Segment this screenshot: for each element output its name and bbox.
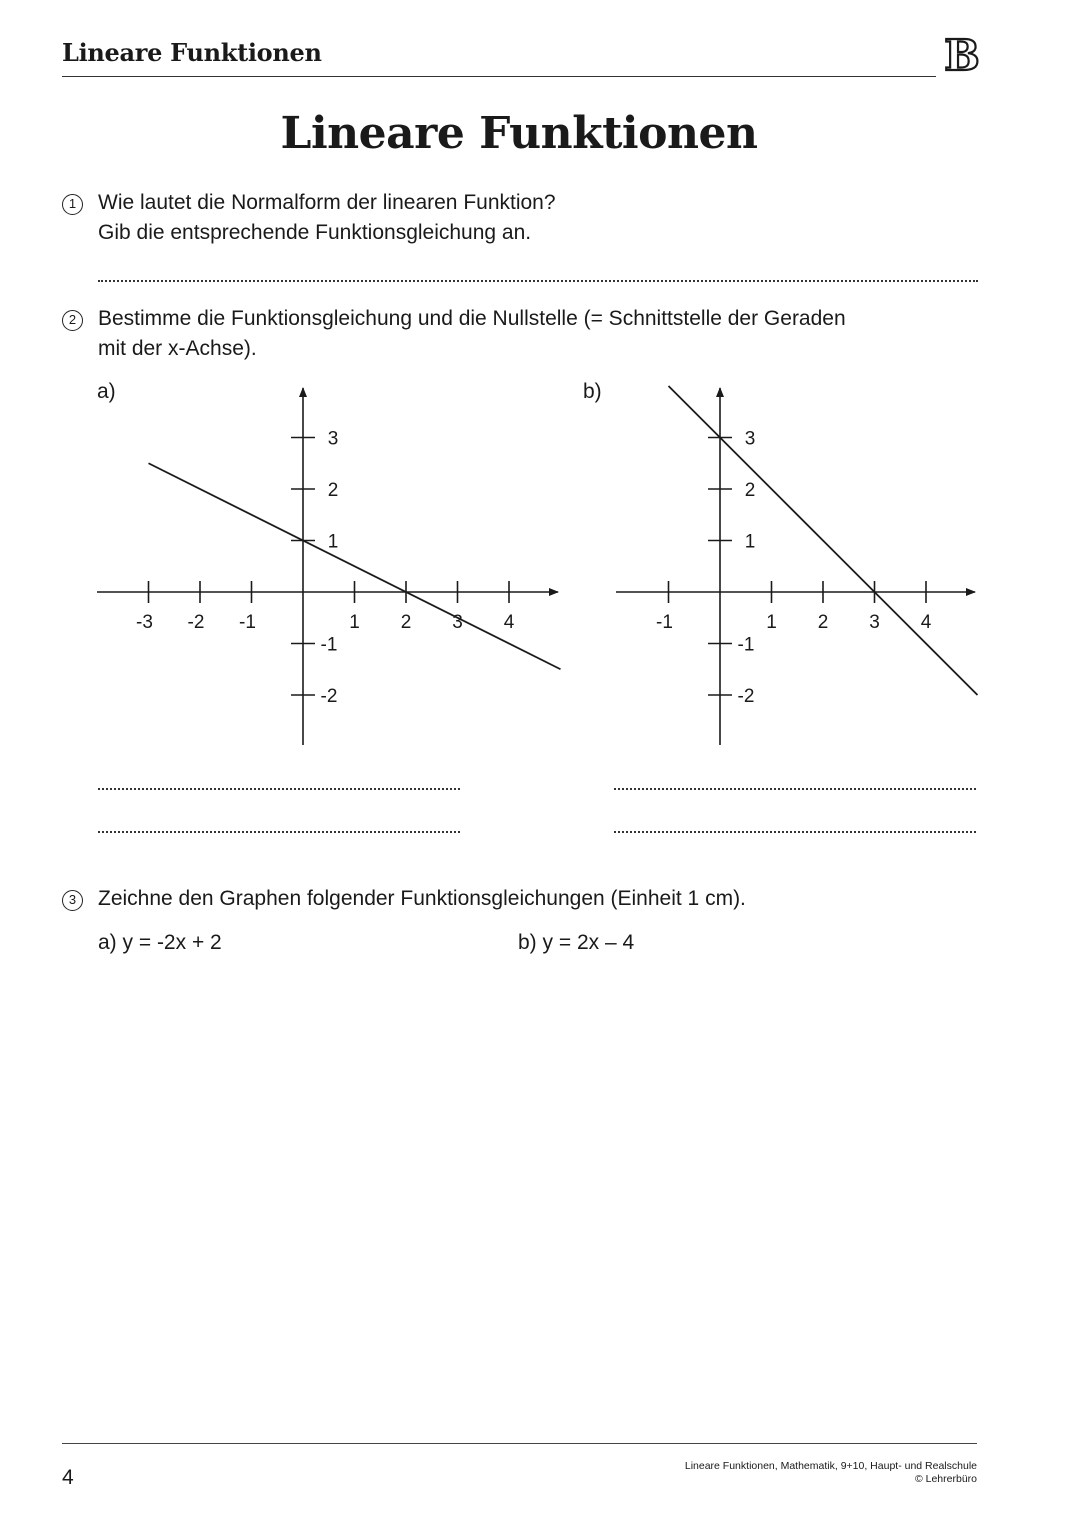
x-tick-label: -2 — [187, 612, 205, 633]
header-title: Lineare Funktionen — [62, 38, 322, 67]
task-number-1: 1 — [62, 194, 83, 215]
function-line — [149, 463, 561, 669]
y-tick-label: 2 — [327, 480, 339, 501]
y-tick-label: -1 — [737, 634, 755, 656]
x-tick-label: 4 — [920, 612, 932, 633]
task-2-line-2: mit der x-Achse). — [98, 337, 257, 360]
y-tick-label: -2 — [737, 686, 755, 707]
y-tick-label: -1 — [320, 634, 338, 656]
x-tick-label: 3 — [869, 612, 880, 633]
footer-rule — [62, 1443, 977, 1444]
answer-a-line-2[interactable] — [98, 831, 460, 833]
task-number-2: 2 — [62, 310, 83, 331]
x-tick-label: -3 — [136, 612, 153, 633]
graph-b — [616, 386, 978, 745]
x-tick-label: -1 — [239, 612, 256, 633]
footer-line-1: Lineare Funktionen, Mathematik, 9+10, Haupt- und Realschule — [684, 1460, 977, 1472]
x-tick-label: 3 — [452, 612, 463, 633]
x-tick-label: 4 — [503, 612, 515, 633]
y-tick-label: 3 — [327, 428, 339, 450]
y-tick-label: 2 — [744, 480, 756, 501]
y-tick-label: 1 — [327, 531, 339, 553]
x-tick-label: 2 — [817, 612, 829, 633]
x-tick-label: -1 — [656, 612, 673, 633]
footer-credits — [685, 1460, 977, 1486]
y-tick-label: 1 — [744, 531, 756, 553]
x-tick-label: 1 — [349, 612, 360, 633]
x-tick-label: 1 — [766, 612, 777, 633]
answer-b-line-1[interactable] — [614, 788, 976, 790]
svg-text:B: B — [944, 32, 980, 78]
page-number: 4 — [62, 1466, 74, 1489]
footer-line-2: © Lehrerbüro — [914, 1473, 977, 1485]
answer-a-line-1[interactable] — [98, 788, 460, 790]
task-3-part-a: a) y = -2x + 2 — [98, 931, 222, 954]
task-1-line-2: Gib die entsprechende Funktionsgleichung an. — [98, 221, 532, 244]
page-title: Lineare Funktionen — [280, 108, 758, 159]
part-b-label: b) — [583, 380, 602, 403]
task-3-text: Zeichne den Graphen folgender Funktionsgleichungen (Einheit 1 cm). — [98, 887, 746, 910]
task-number-3: 3 — [62, 890, 83, 911]
graph-a — [97, 388, 561, 745]
task-2-line-1: Bestimme die Funktionsgleichung und die Nullstelle (= Schnittstelle der Geraden — [98, 307, 846, 330]
task-1-line-1: Wie lautet die Normalform der linearen Funktion? — [98, 191, 556, 214]
x-tick-label: 2 — [400, 612, 412, 633]
y-tick-label: -2 — [320, 686, 338, 707]
answer-b-line-2[interactable] — [614, 831, 976, 833]
part-a-label: a) — [97, 380, 116, 403]
task-3-part-b: b) y = 2x – 4 — [518, 931, 635, 954]
y-tick-label: 3 — [744, 428, 756, 450]
